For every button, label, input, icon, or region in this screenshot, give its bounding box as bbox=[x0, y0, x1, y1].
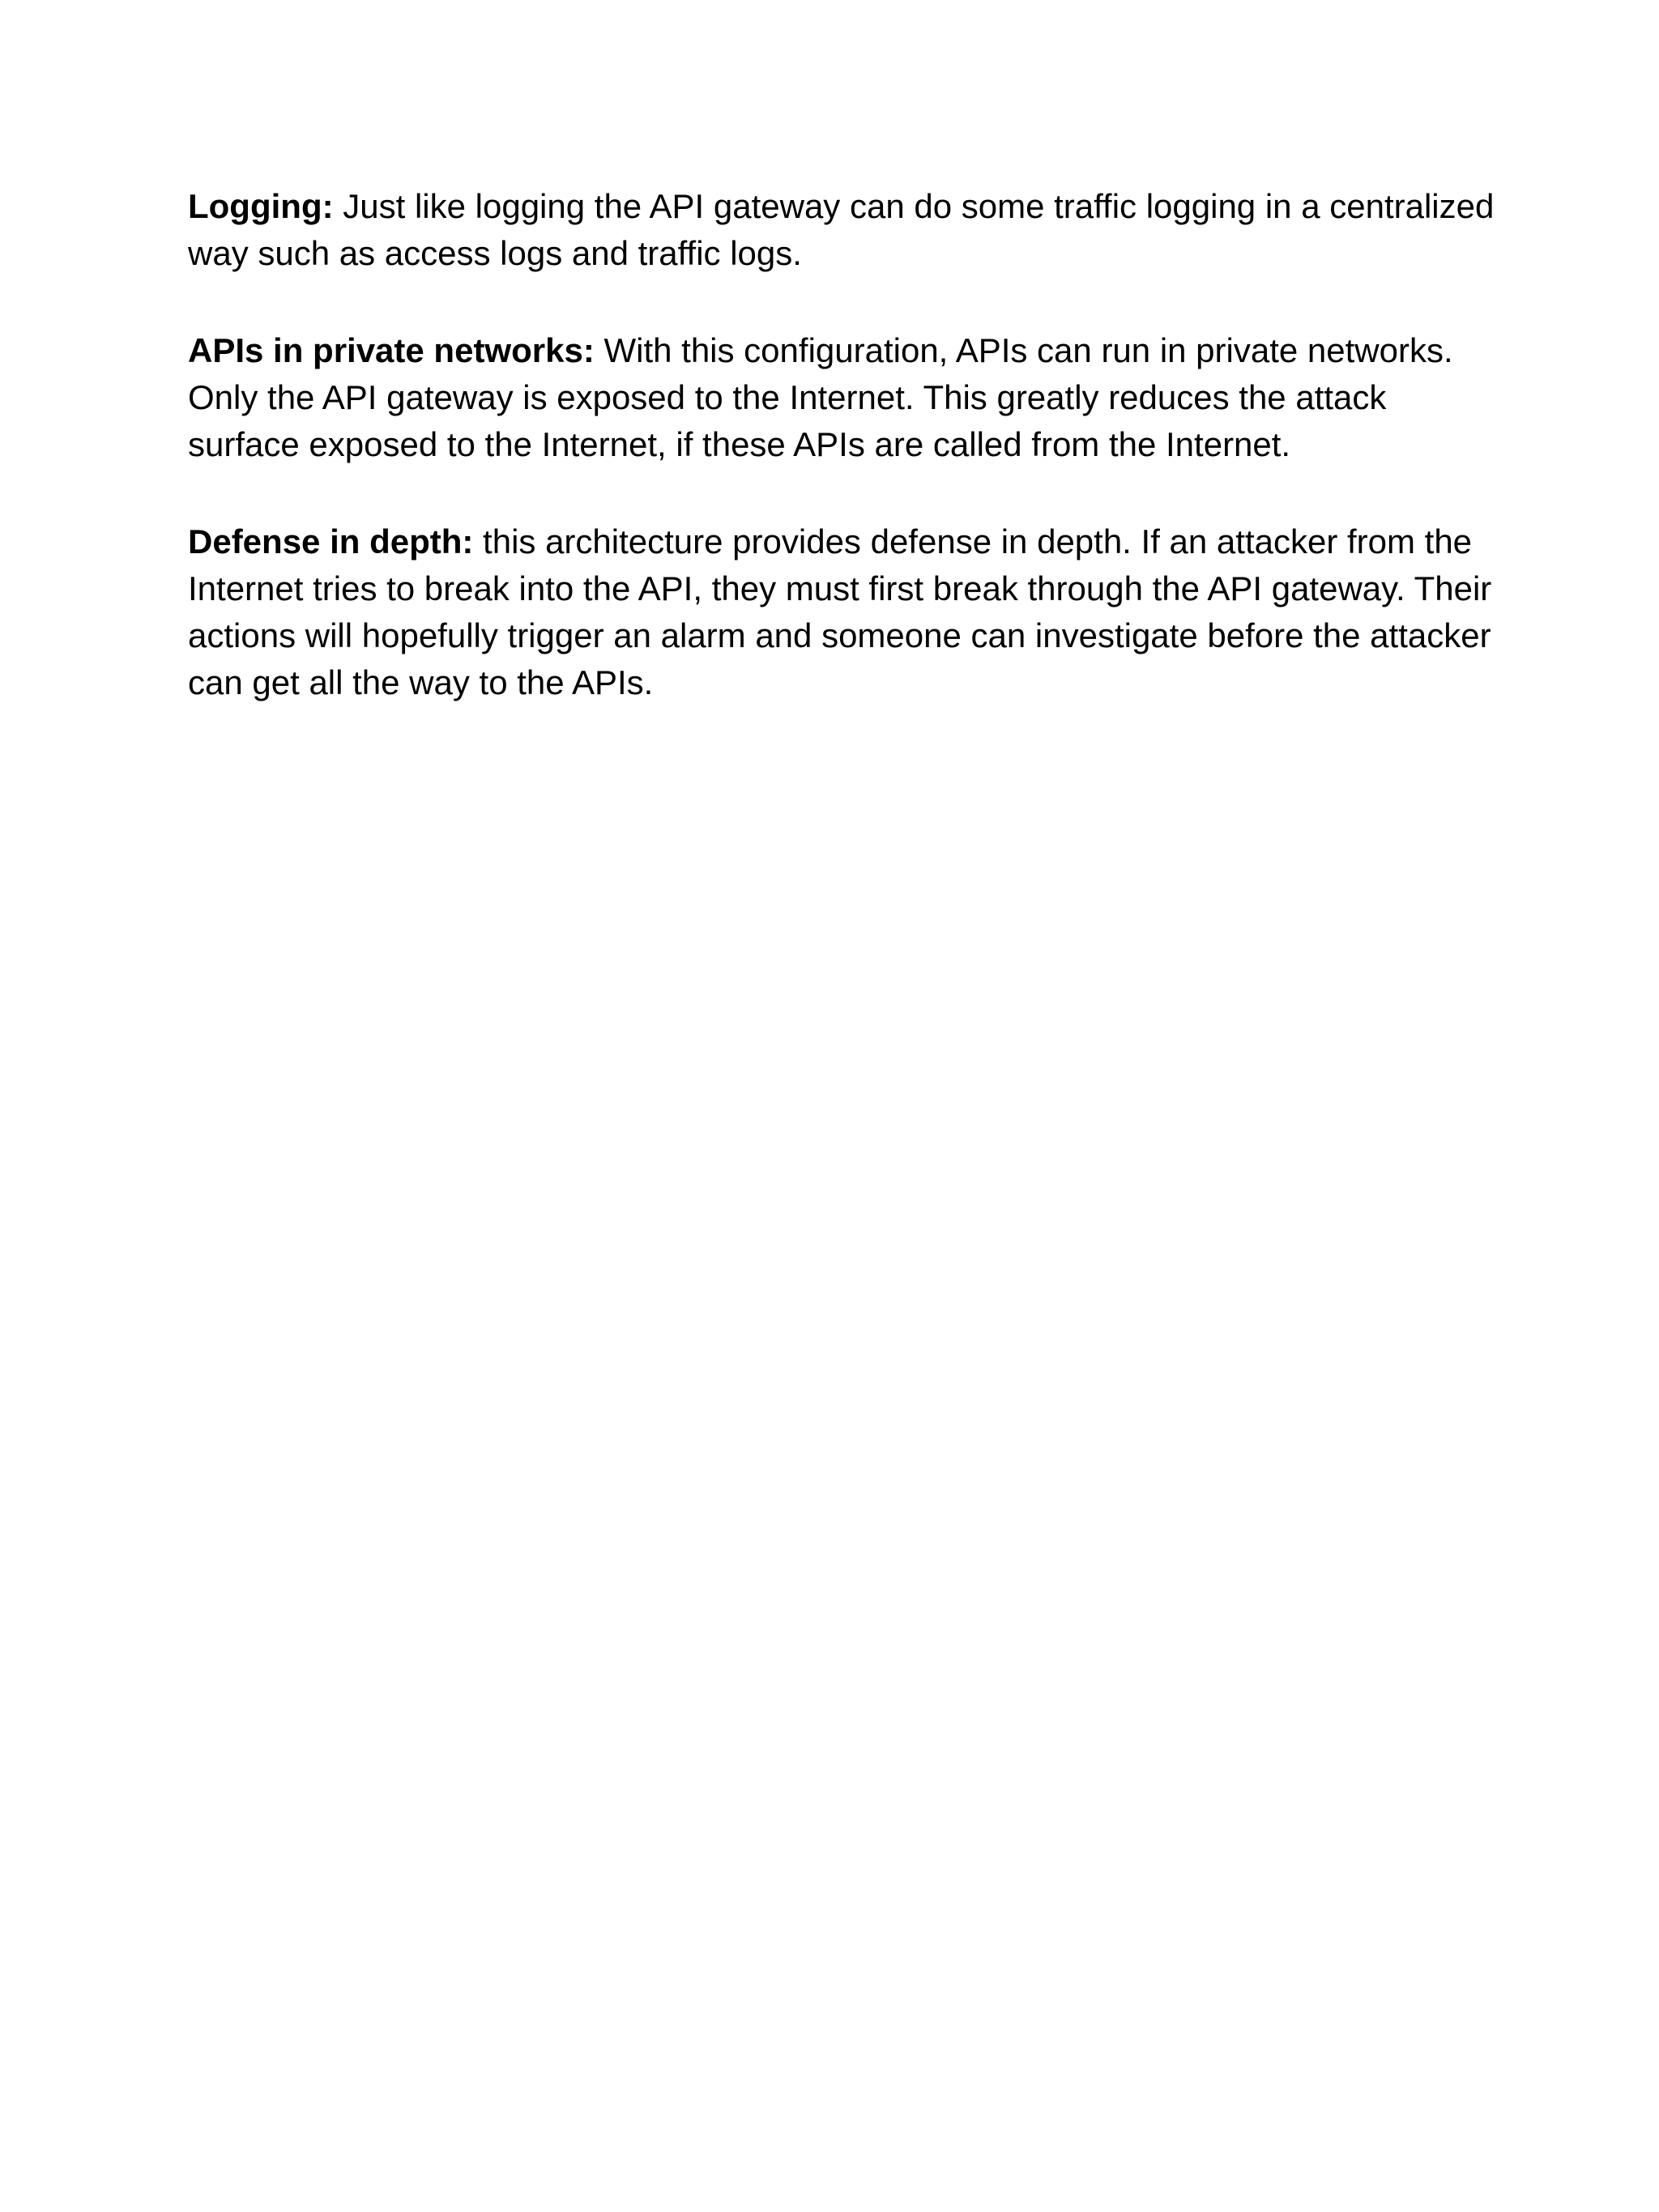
document-body bbox=[188, 183, 1500, 757]
paragraph-defense-in-depth bbox=[188, 518, 1500, 706]
paragraph-logging bbox=[188, 183, 1500, 277]
term-defense-in-depth: Defense in depth: bbox=[188, 522, 474, 560]
paragraph-private-networks-text: With this configuration, APIs can run in private networks. Only the API gateway is exposed to the Internet. This greatly reduces the attack surface exposed to the Internet, if these APIs are called from the Internet. bbox=[188, 331, 1453, 463]
paragraph-defense-in-depth-text: this architecture provides defense in depth. If an attacker from the Internet tries to break into the API, they must first break through the API gateway. Their actions will hopefully trigger an alarm and someone can investigate before the attacker can get all the way to the APIs. bbox=[188, 522, 1492, 701]
term-private-networks: APIs in private networks: bbox=[188, 331, 595, 369]
paragraph-logging-text: Just like logging the API gateway can do some traffic logging in a centralized way such as access logs and traffic logs. bbox=[188, 187, 1495, 272]
paragraph-private-networks bbox=[188, 327, 1500, 468]
term-logging: Logging: bbox=[188, 187, 334, 225]
